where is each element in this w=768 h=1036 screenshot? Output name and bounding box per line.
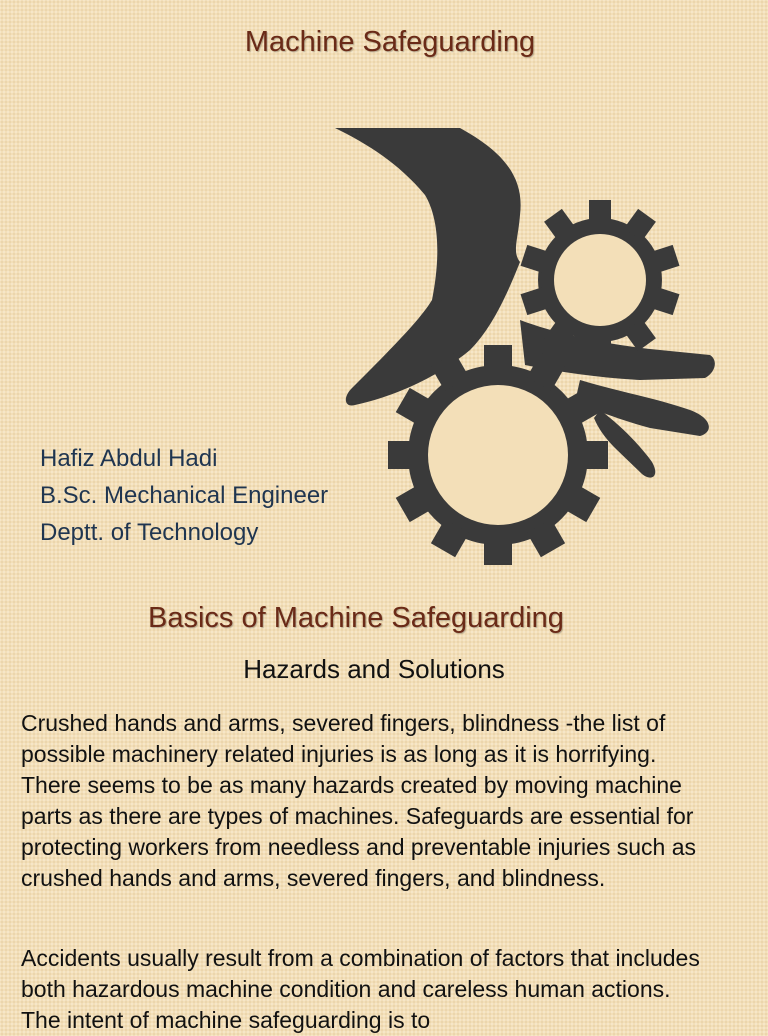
hand-in-gears-icon — [325, 120, 725, 570]
author-name: Hafiz Abdul Hadi — [40, 445, 218, 472]
section-subheading: Hazards and Solutions — [243, 654, 505, 684]
paragraph: Accidents usually result from a combination of factors that includes both hazardous machine condition and careless human actions. The intent of machine safeguarding is to — [21, 945, 700, 1033]
author-department: Deptt. of Technology — [40, 519, 259, 546]
paragraph: Crushed hands and arms, severed fingers, blindness -the list of possible machinery related injuries is as long as it is horrifying. There seems to be as many hazards created by moving machine parts as there are types of machines. Safeguards are essential for protecting workers from needless and preventable injuries such as crushed hands and arms, severed fingers, and blindness. — [21, 710, 697, 891]
author-degree: B.Sc. Mechanical Engineer — [40, 482, 329, 509]
section-heading: Basics of Machine Safeguarding — [148, 602, 564, 634]
slide-title: Machine Safeguarding — [244, 26, 536, 58]
author-block — [40, 440, 328, 551]
